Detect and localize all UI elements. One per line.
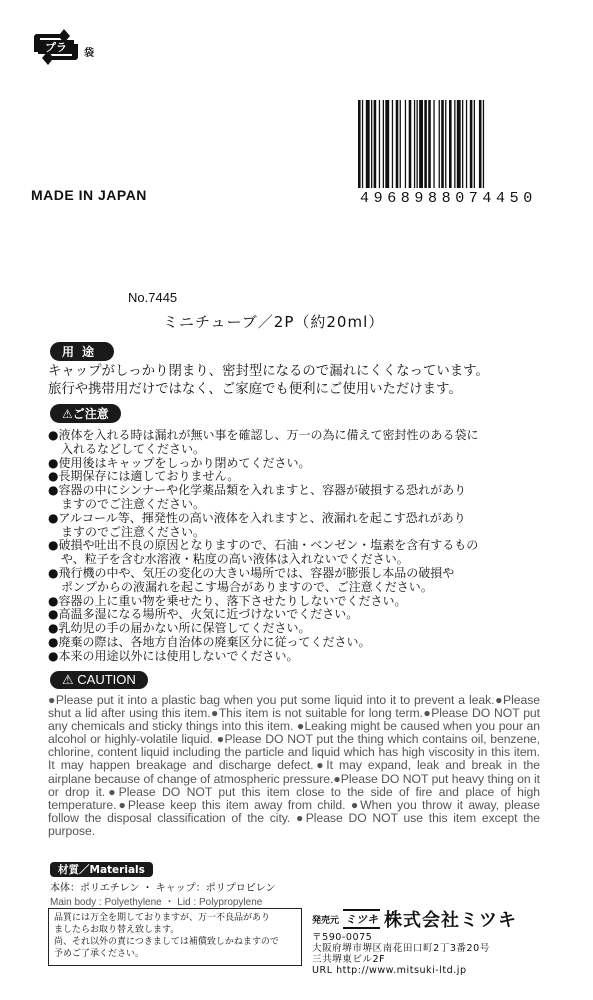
- barcode-bar: [466, 100, 467, 188]
- barcode-bar: [358, 100, 361, 188]
- caution-line: ますのでご注意ください。: [61, 524, 206, 539]
- caution-jp-list: [48, 429, 548, 664]
- notice-line: ましたらお取り替え致します。: [54, 925, 180, 935]
- caution-line: や、粒子を含む水溶液・粘度の高い液体は入れないでください。: [61, 552, 409, 567]
- quality-notice: [48, 908, 302, 966]
- barcode-bar: [374, 100, 377, 188]
- caution-line: ●容器の中にシンナーや化学薬品類を入れますと、容器が破損する恐れがあり: [48, 483, 467, 498]
- barcode-bar: [405, 100, 406, 188]
- barcode-bar: [483, 100, 484, 188]
- materials-en: Main body : Polyethylene ・ Lid : Polypropylene: [50, 897, 263, 908]
- barcode-bar: [379, 100, 380, 188]
- caution-en-label: ⚠ CAUTION: [50, 671, 148, 689]
- caution-line: ●高温多湿になる場所や、火気に近づけないでください。: [48, 607, 359, 622]
- barcode-bar: [474, 100, 475, 188]
- item-number: No.7445: [128, 290, 178, 305]
- notice-line: 品質には万全を期しておりますが、万一不良品があり: [54, 913, 271, 923]
- caution-line: ポンプからの液漏れを起こす場合がありますので、ご注意ください。: [61, 579, 433, 594]
- usage-line: 旅行や携帯用だけではなく、ご家庭でも便利にご使用いただけます。: [48, 382, 462, 397]
- barcode-bar: [396, 100, 399, 188]
- barcode-bar: [392, 100, 393, 188]
- maker-block: [312, 906, 572, 976]
- maker-building: 三共堺東ビル2F: [312, 954, 386, 965]
- recycle-suffix: 袋: [84, 48, 94, 59]
- caution-line: ●本来の用途以外には使用しないでください。: [48, 648, 299, 663]
- barcode-bar: [414, 100, 415, 188]
- caution-line: ●長期保存には適しておりません。: [48, 469, 240, 484]
- materials-jp: 本体：ポリエチレン ・ キャップ：ポリプロピレン: [50, 883, 276, 894]
- maker-logo: ミツキ: [343, 909, 380, 929]
- recycle-logo-text: プラ: [45, 41, 67, 54]
- barcode-bar: [449, 100, 452, 188]
- barcode-bar: [409, 100, 412, 188]
- caution-line: 入れるなどしてください。: [61, 441, 206, 456]
- made-in-label: MADE IN JAPAN: [31, 187, 147, 203]
- caution-line: ●アルコール等、揮発性の高い液体を入れますと、液漏れを起こす恐れがあり: [48, 510, 466, 525]
- caution-line: ●廃棄の際は、各地方自治体の廃棄区分に従ってください。: [48, 634, 371, 649]
- caution-jp-label: ⚠ご注意: [50, 404, 121, 423]
- barcode-bar: [441, 100, 444, 188]
- materials-label: 材質／Materials: [50, 862, 153, 877]
- maker-name: 株式会社ミツキ: [384, 910, 518, 931]
- usage-label: 用途: [50, 342, 114, 361]
- maker-label: 発売元: [312, 915, 340, 926]
- maker-address: 大阪府堺市堺区南花田口町2丁3番20号: [312, 943, 490, 954]
- barcode-bar: [470, 100, 473, 188]
- barcode-bar: [445, 100, 446, 188]
- maker-postal: 〒590-0075: [312, 932, 373, 943]
- product-title: ミニチューブ／2P（約20ml）: [163, 313, 385, 331]
- barcode-number: 4968988074450: [360, 190, 537, 207]
- barcode-bar: [457, 100, 461, 188]
- barcode-bar: [433, 100, 434, 188]
- caution-line: ●容器の上に重い物を乗せたり、落下させたりしないでください。: [48, 593, 407, 608]
- barcode-bar: [439, 100, 440, 188]
- notice-line: 尚、それ以外の責につきましては補償致しかねますので: [54, 937, 279, 947]
- caution-line: ますのでご注意ください。: [61, 496, 206, 511]
- barcode-bar: [371, 100, 372, 188]
- barcode-bar: [419, 100, 423, 188]
- caution-line: ●飛行機の中や、気圧の変化の大きい場所では、容器が膨張し本品の破損や: [48, 565, 455, 580]
- barcode-bar: [417, 100, 418, 188]
- caution-line: ●液体を入れる時は漏れが無い事を確認し、万一の為に備えて密封性のある袋に: [48, 428, 479, 442]
- barcode-bars: [358, 100, 484, 188]
- recycle-mark-icon: [30, 26, 82, 68]
- barcode-bar: [454, 100, 455, 188]
- barcode-bar: [366, 100, 370, 188]
- barcode-bar: [428, 100, 431, 188]
- barcode-bar: [385, 100, 389, 188]
- barcode-bar: [400, 100, 401, 188]
- barcode-bar: [383, 100, 384, 188]
- caution-en-text: ●Please put it into a plastic bag when you put some liquid into it to prevent a leak.●Please shut a lid after using this item.●This item is not suitable for long term.●Please DO NOT put any chemicals and sticky things into this item. ●Leaking might be caused when you pour an alcohol or highly-volatile liquid. ●Please DO NOT put the thing which contains oil, benzene, chlorine, content liquid including the particle and liquid which has high viscosity in this item. It may happen breakage and discharge defect.●It may expand, leak and break in the airplane because of change of atmospheric pressure.●Please DO NOT put heavy thing on it or drop it.●Please DO NOT put this item close to the side of fire and place of high temperature.●Please keep this item away from child. ●When you throw it away, please follow the disposal classification of the city. ●Please DO NOT use this item except the purpose.: [48, 693, 540, 838]
- maker-url: URL http://www.mitsuki-ltd.jp: [312, 965, 467, 976]
- barcode-bar: [362, 100, 363, 188]
- notice-line: 予めご了承ください。: [54, 949, 145, 959]
- usage-line: キャップがしっかり閉まり、密封型になるので漏れにくくなっています。: [48, 364, 489, 379]
- usage-text: [48, 363, 568, 399]
- barcode-bar: [462, 100, 463, 188]
- caution-line: ●破損や吐出不良の原因となりますので、石油・ベンゼン・塩素を含有するもの: [48, 538, 479, 553]
- caution-line: ●使用後はキャップをしっかり閉めてください。: [48, 455, 311, 470]
- barcode-bar: [424, 100, 427, 188]
- caution-line: ●乳幼児の手の届かない所に保管してください。: [48, 621, 311, 636]
- barcode-bar: [479, 100, 482, 188]
